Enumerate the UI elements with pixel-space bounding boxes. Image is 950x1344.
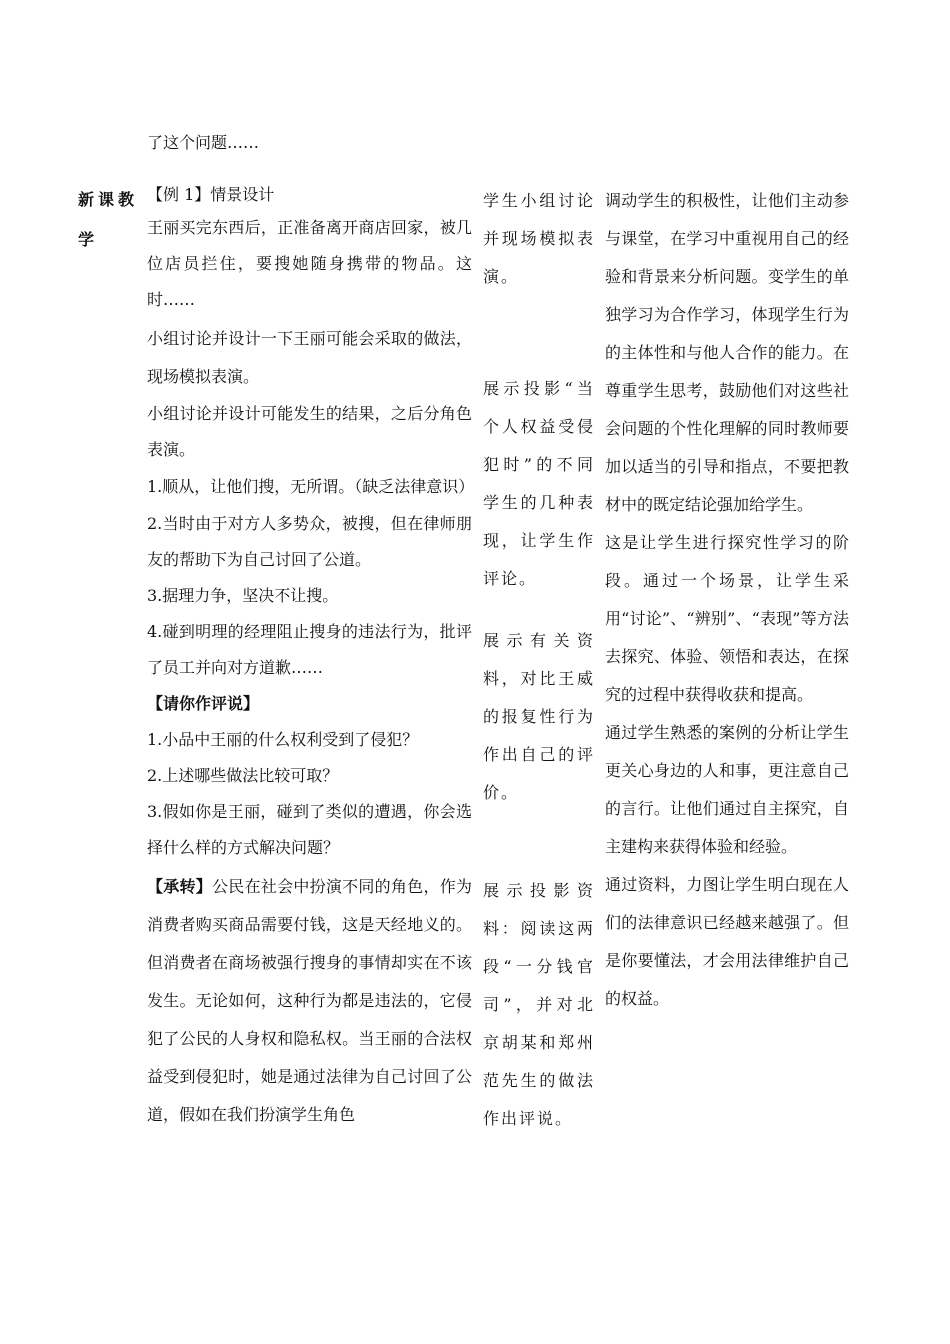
transition-label: 【承转】 <box>147 877 213 896</box>
transition-text: 公民在社会中扮演不同的角色，作为消费者购买商品需要付钱，这是天经地义的。但消费者在商场被强行搜身的事情却实在不该发生。无论如何，这种行为都是违法的，它侵犯了公民的人身权和隐私权。当王丽的合法权益受到侵犯时，她是通过法律为自己讨回了公道，假如在我们扮演学生角色 <box>147 877 472 1124</box>
outcome-item: 1.顺从，让他们搜，无所谓。（缺乏法律意识） <box>147 477 475 496</box>
comment-title: 【请你作评说】 <box>147 694 260 713</box>
intro-text: 了这个问题…… <box>147 133 260 152</box>
outcome-item: 2.当时由于对方人多势众，被搜，但在律师朋友的帮助下为自己讨回了公道。 <box>147 514 472 569</box>
intent-item: 通过资料，力图让学生明白现在人们的法律意识已经越来越强了。但是你要懂法，才会用法律维护自己的权益。 <box>605 875 849 1008</box>
method-item: 展示投影资料：阅读这两段“一分钱官司”，并对北京胡某和郑州范先生的做法作出评说。 <box>483 881 595 1128</box>
task-text-2: 小组讨论并设计可能发生的结果，之后分角色表演。 <box>147 404 472 459</box>
task-text-1: 小组讨论并设计一下王丽可能会采取的做法，现场模拟表演。 <box>147 329 472 386</box>
method-item: 展示投影“当个人权益受侵犯时”的不同学生的几种表现，让学生作评论。 <box>483 379 595 588</box>
method-item: 展示有关资料，对比王威的报复性行为作出自己的评价。 <box>483 631 595 802</box>
design-intent-column <box>605 182 849 1018</box>
example-title: 【例 1】情景设计 <box>147 185 275 204</box>
teaching-content-column <box>147 182 475 1134</box>
intent-item: 这是让学生进行探究性学习的阶段。通过一个场景，让学生采用“讨论”、“辨别”、“表现”等方法去探究、体验、领悟和表达，在探究的过程中获得收获和提高。 <box>605 533 849 704</box>
transition-paragraph <box>147 868 472 1134</box>
intent-item: 调动学生的积极性，让他们主动参与课堂，在学习中重视用自己的经验和背景来分析问题。变学生的单独学习为合作学习，体现学生行为的主体性和与他人合作的能力。在尊重学生思考，鼓励他们对这些社会问题的个性化理解的同时教师要加以适当的引导和指点，不要把教材中的既定结论强加给学生。 <box>605 191 849 514</box>
intent-item: 通过学生熟悉的案例的分析让学生更关心身边的人和事，更注意自己的言行。让他们通过自主探究，自主建构来获得体验和经验。 <box>605 723 849 856</box>
question-item: 1.小品中王丽的什么权利受到了侵犯？ <box>147 730 419 749</box>
outcome-item: 3.据理力争，坚决不让搜。 <box>147 586 339 605</box>
question-item: 3.假如你是王丽，碰到了类似的遭遇，你会选择什么样的方式解决问题？ <box>147 802 472 857</box>
question-item: 2.上述哪些做法比较可取？ <box>147 766 339 785</box>
outcome-item: 4.碰到明理的经理阻止搜身的违法行为，批评了员工并向对方道歉…… <box>147 622 472 677</box>
section-label: 新课教学 <box>78 190 139 249</box>
scenario-text: 王丽买完东西后，正准备离开商店回家，被几位店员拦住，要搜她随身携带的物品。这时…… <box>147 218 472 309</box>
teaching-method-column <box>483 182 595 1138</box>
method-item: 学生小组讨论并现场模拟表演。 <box>483 191 595 286</box>
